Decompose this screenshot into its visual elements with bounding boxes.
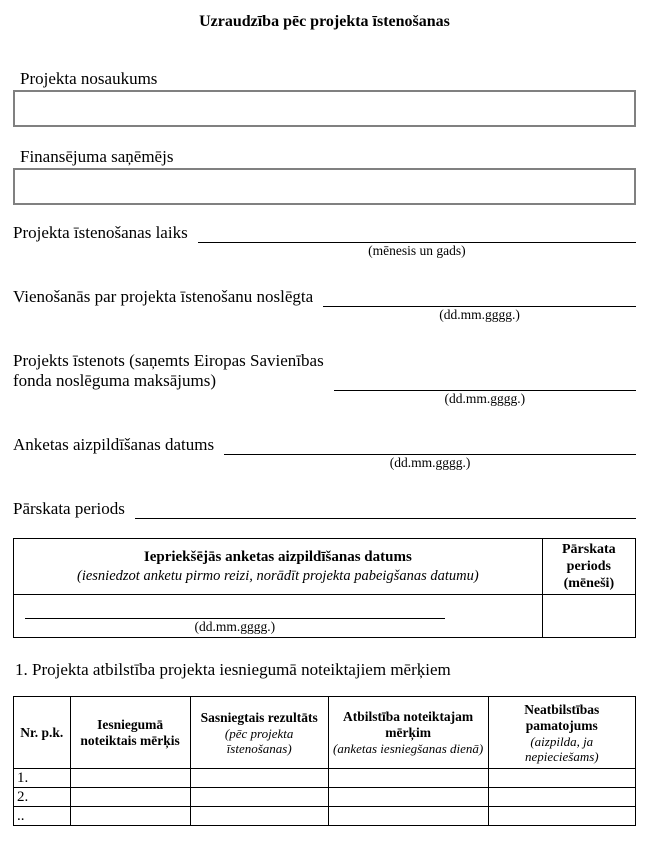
istenosanas-laiks-write-line[interactable] — [198, 225, 636, 258]
prev-table-date-cell[interactable] — [14, 595, 543, 638]
goals-table — [13, 696, 636, 826]
prev-table-period-cell[interactable] — [542, 595, 635, 638]
prev-table-header-left-title: Iepriekšējās anketas aizpildīšanas datums — [143, 549, 412, 565]
projekts-istenots-write-line[interactable] — [334, 373, 636, 406]
goals-col-rezultats-note: (pēc projekta īstenošanas) — [224, 725, 294, 756]
goals-cell[interactable] — [70, 807, 190, 826]
field-projekts-istenots — [13, 351, 636, 406]
goals-col-pamatojums-title: Neatbilstības pamatojums — [524, 701, 600, 733]
prev-table-date-hint: (dd.mm.gggg.) — [194, 619, 276, 634]
vienosanas-noslegta-write-line[interactable] — [323, 289, 636, 322]
goals-cell[interactable] — [328, 788, 488, 807]
goals-col-rezultats-title: Sasniegtais rezultāts — [200, 709, 318, 725]
goals-cell[interactable] — [190, 807, 328, 826]
field-anketas-datums — [13, 435, 636, 470]
goals-row-etc — [14, 807, 636, 826]
goals-col-nr — [14, 697, 71, 769]
goals-cell[interactable] — [488, 807, 635, 826]
goals-col-atbilstiba — [328, 697, 488, 769]
goals-col-merkis-title: Iesniegumā noteiktais mērķis — [80, 716, 180, 748]
anketas-datums-label: Anketas aizpildīšanas datums — [13, 435, 215, 454]
goals-cell[interactable] — [328, 769, 488, 788]
prev-table-write-line[interactable] — [25, 599, 445, 619]
goals-cell[interactable] — [70, 788, 190, 807]
field-finansejuma-sanemejs — [13, 146, 636, 205]
prev-table-header-left-note: (iesniedzot anketu pirmo reizi, norādīt projekta pabeigšanas datumu) — [77, 568, 479, 584]
projekts-istenots-label-line2: fonda noslēguma maksājums) — [13, 371, 217, 390]
form-title: Uzraudzība pēc projekta īstenošanas — [199, 13, 450, 30]
goals-cell[interactable] — [328, 807, 488, 826]
finansejuma-sanemejs-input[interactable] — [13, 168, 636, 205]
goals-col-pamatojums-note: (aizpilda, ja nepieciešams) — [524, 733, 599, 764]
prev-table-header-left — [14, 539, 543, 595]
istenosanas-laiks-label: Projekta īstenošanas laiks — [13, 223, 188, 242]
finansejuma-sanemejs-label: Finansējuma saņēmējs — [20, 147, 174, 166]
field-parskata-periods — [13, 499, 636, 519]
goals-cell[interactable] — [488, 769, 635, 788]
goals-col-nr-title: Nr. p.k. — [20, 724, 64, 740]
projekts-istenots-label — [13, 351, 324, 391]
goals-col-pamatojums — [488, 697, 635, 769]
goals-cell[interactable] — [190, 769, 328, 788]
previous-questionnaire-table — [13, 538, 636, 638]
goals-row-etc-number: .. — [14, 807, 71, 826]
goals-col-merkis — [70, 697, 190, 769]
projekts-istenots-label-line1: Projekts īstenots (saņemts Eiropas Savienības — [13, 351, 324, 370]
goals-cell[interactable] — [70, 769, 190, 788]
section-1-heading: 1. Projekta atbilstība projekta iesniegumā noteiktajiem mērķiem — [15, 660, 451, 679]
vienosanas-noslegta-label: Vienošanās par projekta īstenošanu noslēgta — [13, 287, 314, 306]
projekts-istenots-hint: (dd.mm.gggg.) — [444, 391, 526, 406]
field-projekta-nosaukums — [13, 68, 636, 127]
goals-row-2-number: 2. — [14, 788, 71, 807]
projekta-nosaukums-label: Projekta nosaukums — [20, 69, 158, 88]
goals-cell[interactable] — [488, 788, 635, 807]
projekta-nosaukums-input[interactable] — [13, 90, 636, 127]
anketas-datums-hint: (dd.mm.gggg.) — [389, 455, 471, 470]
goals-row-2 — [14, 788, 636, 807]
goals-col-atbilstiba-note: (anketas iesniegšanas dienā) — [333, 741, 484, 756]
parskata-periods-label: Pārskata periods — [13, 499, 125, 518]
parskata-periods-write-line[interactable] — [135, 501, 636, 519]
vienosanas-noslegta-hint: (dd.mm.gggg.) — [439, 307, 520, 322]
goals-row-1-number: 1. — [14, 769, 71, 788]
field-istenosanas-laiks — [13, 223, 636, 258]
field-vienosanas-noslegta — [13, 287, 636, 322]
goals-col-atbilstiba-title: Atbilstība noteiktajam mērķim — [343, 709, 474, 740]
prev-table-header-right: Pārskata periods (mēneši) — [542, 539, 635, 595]
goals-row-1 — [14, 769, 636, 788]
goals-cell[interactable] — [190, 788, 328, 807]
istenosanas-laiks-hint: (mēnesis un gads) — [368, 243, 466, 258]
anketas-datums-write-line[interactable] — [224, 437, 636, 470]
goals-col-rezultats — [190, 697, 328, 769]
